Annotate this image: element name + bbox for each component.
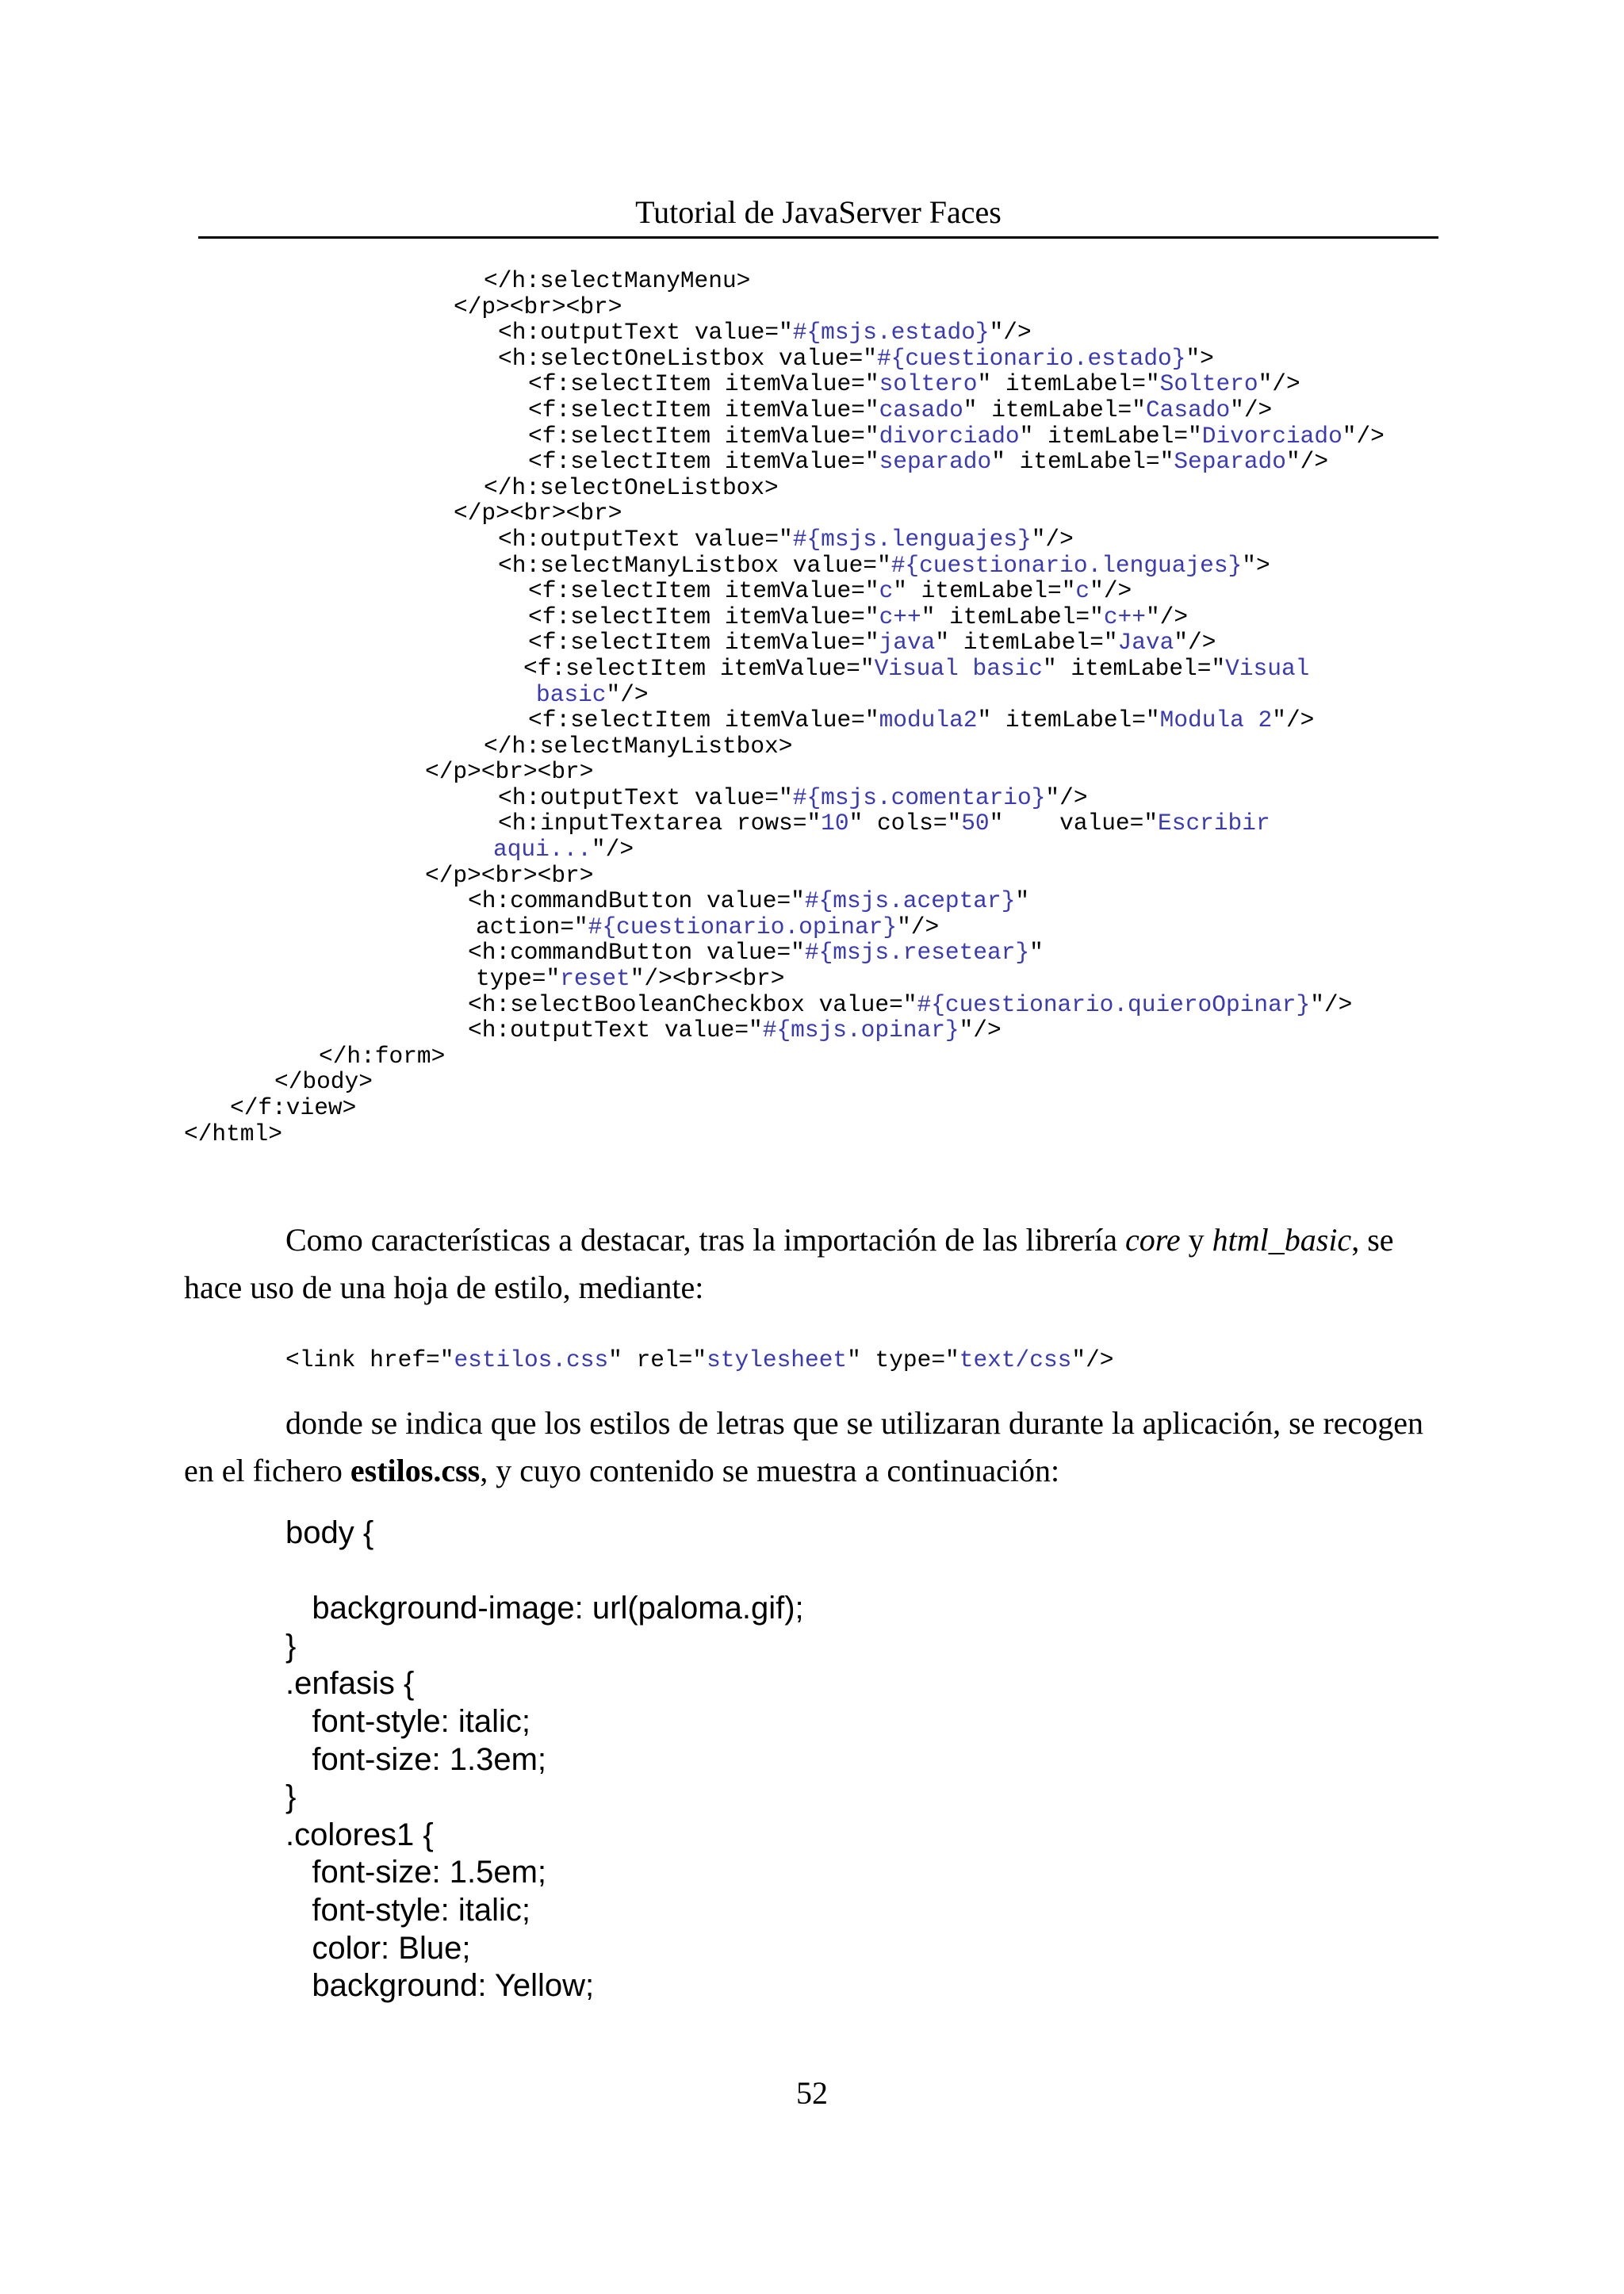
code-text: "/> [1031,525,1074,553]
code-line [0,682,1624,708]
code-text: </p><br><br> [425,861,594,889]
code-line [0,966,1624,992]
css-line: .enfasis { [285,1666,415,1702]
code-line [0,423,1624,450]
code-text: " itemLabel=" [1019,422,1202,450]
code-string: 50 [961,810,990,837]
code-string: #{cuestionario.opinar} [588,913,898,940]
css-line: font-style: italic; [285,1703,530,1739]
code-text: action=" [476,913,588,940]
css-line: body { [285,1515,374,1550]
code-text: <f:selectItem itemValue=" [528,370,879,398]
code-line [0,578,1624,604]
code-line [0,785,1624,811]
code-text: <h:outputText value=" [498,783,793,811]
code-text: " [1029,939,1044,967]
code-text: "/> [897,913,940,940]
paragraph-stylesheet [184,1400,1437,1495]
code-text: <f:selectItem itemValue=" [528,422,879,450]
code-text: "/> [606,680,649,708]
code-text: " itemLabel=" [1043,654,1226,682]
code-line [0,630,1624,656]
code-line [0,527,1624,553]
code-line [0,397,1624,423]
code-string: divorciado [879,422,1020,450]
code-text: "/> [959,1017,1002,1044]
code-line [0,733,1624,760]
code-text: </f:view> [230,1094,357,1121]
code-text: type=" [476,965,561,993]
link-code-line [285,1346,1113,1374]
paragraph-text: y [1180,1222,1212,1258]
code-text: "/> [1045,783,1088,811]
code-text: "> [1185,344,1214,372]
css-line: font-style: italic; [285,1892,530,1928]
code-string: Visual basic [874,654,1044,682]
code-line [0,500,1624,527]
code-line [0,1095,1624,1121]
emphasis-core: core [1125,1222,1181,1258]
code-line [0,914,1624,940]
code-line [0,294,1624,320]
code-line [0,1069,1624,1095]
code-text: <f:selectItem itemValue=" [523,654,875,682]
emphasis-html-basic: html_basic [1212,1222,1352,1258]
code-line [0,992,1624,1018]
code-line [0,1017,1624,1044]
code-text: <h:outputText value=" [498,319,793,347]
code-text: </h:selectManyListbox> [484,732,793,760]
code-line [0,346,1624,372]
code-text: "/> [1342,422,1385,450]
code-text: " [1015,887,1030,915]
filename-bold: estilos.css [350,1453,481,1488]
code-text: "/> [1285,448,1329,476]
code-string: Soltero [1159,370,1258,398]
code-string: #{msjs.aceptar} [804,887,1016,915]
code-string: Casado [1145,396,1231,423]
code-string: java [879,629,936,657]
css-line: font-size: 1.5em; [285,1855,547,1890]
css-line: } [285,1628,297,1664]
code-text: <h:inputTextarea rows=" [498,810,822,837]
code-string: casado [879,396,963,423]
code-text: "/> [591,836,634,864]
code-text: <h:selectBooleanCheckbox value=" [468,990,917,1018]
paragraph-text: , se hace uso de una hoja de estilo, mediante: [184,1222,1394,1305]
code-line [0,940,1624,966]
code-string: soltero [879,370,978,398]
code-string: reset [560,965,630,993]
code-line [0,449,1624,475]
code-text: </h:form> [319,1042,446,1070]
code-text: <h:commandButton value=" [468,939,805,967]
paragraph-text: donde se indica que los estilos de letras que se utilizaran durante la aplicación, se recogen en el fichero [184,1405,1424,1488]
code-string: c++ [1103,603,1146,630]
code-text: "/> [1145,603,1189,630]
code-text: </p><br><br> [454,500,622,527]
code-string: #{msjs.lenguajes} [792,525,1032,553]
code-string: aqui... [493,836,592,864]
code-string: #{msjs.estado} [792,319,990,347]
code-line [0,1121,1624,1147]
code-text: " itemLabel=" [935,629,1118,657]
code-listing [0,268,1624,1147]
code-text: </html> [184,1120,282,1147]
code-string: #{msjs.resetear} [804,939,1030,967]
code-string: Java [1117,629,1174,657]
css-line: background: Yellow; [285,1968,595,2004]
code-text: " value=" [989,810,1159,837]
code-text: " cols=" [848,810,962,837]
code-string: Escribir [1158,810,1270,837]
css-line: font-size: 1.3em; [285,1741,547,1777]
paragraph-text: , y cuyo contenido se muestra a continuación: [480,1453,1060,1488]
code-line [0,707,1624,733]
code-text: <h:outputText value=" [468,1017,763,1044]
code-line [0,759,1624,785]
code-text: "/><br><br> [630,965,785,993]
code-text: "/> [1272,707,1315,734]
code-text: " itemLabel=" [963,396,1146,423]
code-text: "/> [1230,396,1273,423]
code-text: "/> [1071,1346,1114,1373]
code-text: <h:commandButton value=" [468,887,805,915]
code-text: <f:selectItem itemValue=" [528,603,879,630]
css-line: .colores1 { [285,1817,434,1852]
code-text: " type=" [847,1346,959,1373]
code-string: basic [536,680,607,708]
css-line [285,1553,804,1591]
css-line: background-image: url(paloma.gif); [285,1591,804,1626]
code-text: " itemLabel=" [921,603,1104,630]
paragraph-text: Como características a destacar, tras la importación de las librería [285,1222,1126,1258]
code-text: <f:selectItem itemValue=" [528,629,879,657]
code-string: Separado [1174,448,1286,476]
code-line [0,863,1624,889]
code-string: Visual [1225,654,1310,682]
code-string: modula2 [879,707,978,734]
code-string: #{msjs.opinar} [762,1017,959,1044]
code-text: <h:outputText value=" [498,525,793,553]
code-string: stylesheet [707,1346,848,1373]
code-text: </h:selectManyMenu> [484,267,751,294]
code-text: "/> [1310,990,1353,1018]
code-text: "> [1242,551,1270,579]
code-text: "/> [1258,370,1300,398]
code-text: " itemLabel=" [893,577,1076,605]
code-text: <h:selectManyListbox value=" [498,551,891,579]
code-string: #{msjs.comentario} [792,783,1046,811]
code-line [0,371,1624,397]
code-line [0,475,1624,501]
code-text: </p><br><br> [454,293,622,320]
code-text: <h:selectOneListbox value=" [498,344,877,372]
paragraph-intro [184,1216,1437,1312]
code-text: <f:selectItem itemValue=" [528,448,879,476]
code-string: 10 [821,810,849,837]
code-text: </p><br><br> [425,758,594,786]
code-text: " itemLabel=" [977,707,1160,734]
code-string: estilos.css [454,1346,609,1373]
code-line [0,320,1624,346]
page-number: 52 [796,2075,828,2111]
code-string: c++ [879,603,921,630]
code-line [0,268,1624,294]
css-line: } [285,1779,297,1815]
code-line [0,810,1624,837]
code-line [0,604,1624,630]
css-listing [285,1515,804,2005]
code-text: " itemLabel=" [977,370,1160,398]
page-header [198,195,1438,239]
code-text: <f:selectItem itemValue=" [528,396,879,423]
code-string: #{cuestionario.estado} [876,344,1186,372]
code-string: c [1075,577,1090,605]
code-string: Divorciado [1201,422,1342,450]
code-string: #{cuestionario.lenguajes} [891,551,1243,579]
code-line [0,553,1624,579]
code-line [0,656,1624,682]
code-text: " itemLabel=" [991,448,1174,476]
code-text: "/> [989,319,1032,347]
code-string: separado [879,448,992,476]
code-string: c [879,577,894,605]
css-line: color: Blue; [285,1930,471,1966]
code-line [0,837,1624,863]
code-line [0,1044,1624,1070]
code-text: " rel=" [608,1346,707,1373]
code-text: "/> [1090,577,1132,605]
code-text: </body> [274,1068,373,1096]
code-string: Modula 2 [1159,707,1273,734]
code-text: "/> [1174,629,1216,657]
code-text: <link href=" [285,1346,454,1373]
code-text: <f:selectItem itemValue=" [528,707,879,734]
code-text: </h:selectOneListbox> [484,473,779,501]
code-string: text/css [959,1346,1072,1373]
code-string: #{cuestionario.quieroOpinar} [917,990,1311,1018]
code-text: <f:selectItem itemValue=" [528,577,879,605]
header-title: Tutorial de JavaServer Faces [635,194,1002,230]
code-line [0,888,1624,914]
